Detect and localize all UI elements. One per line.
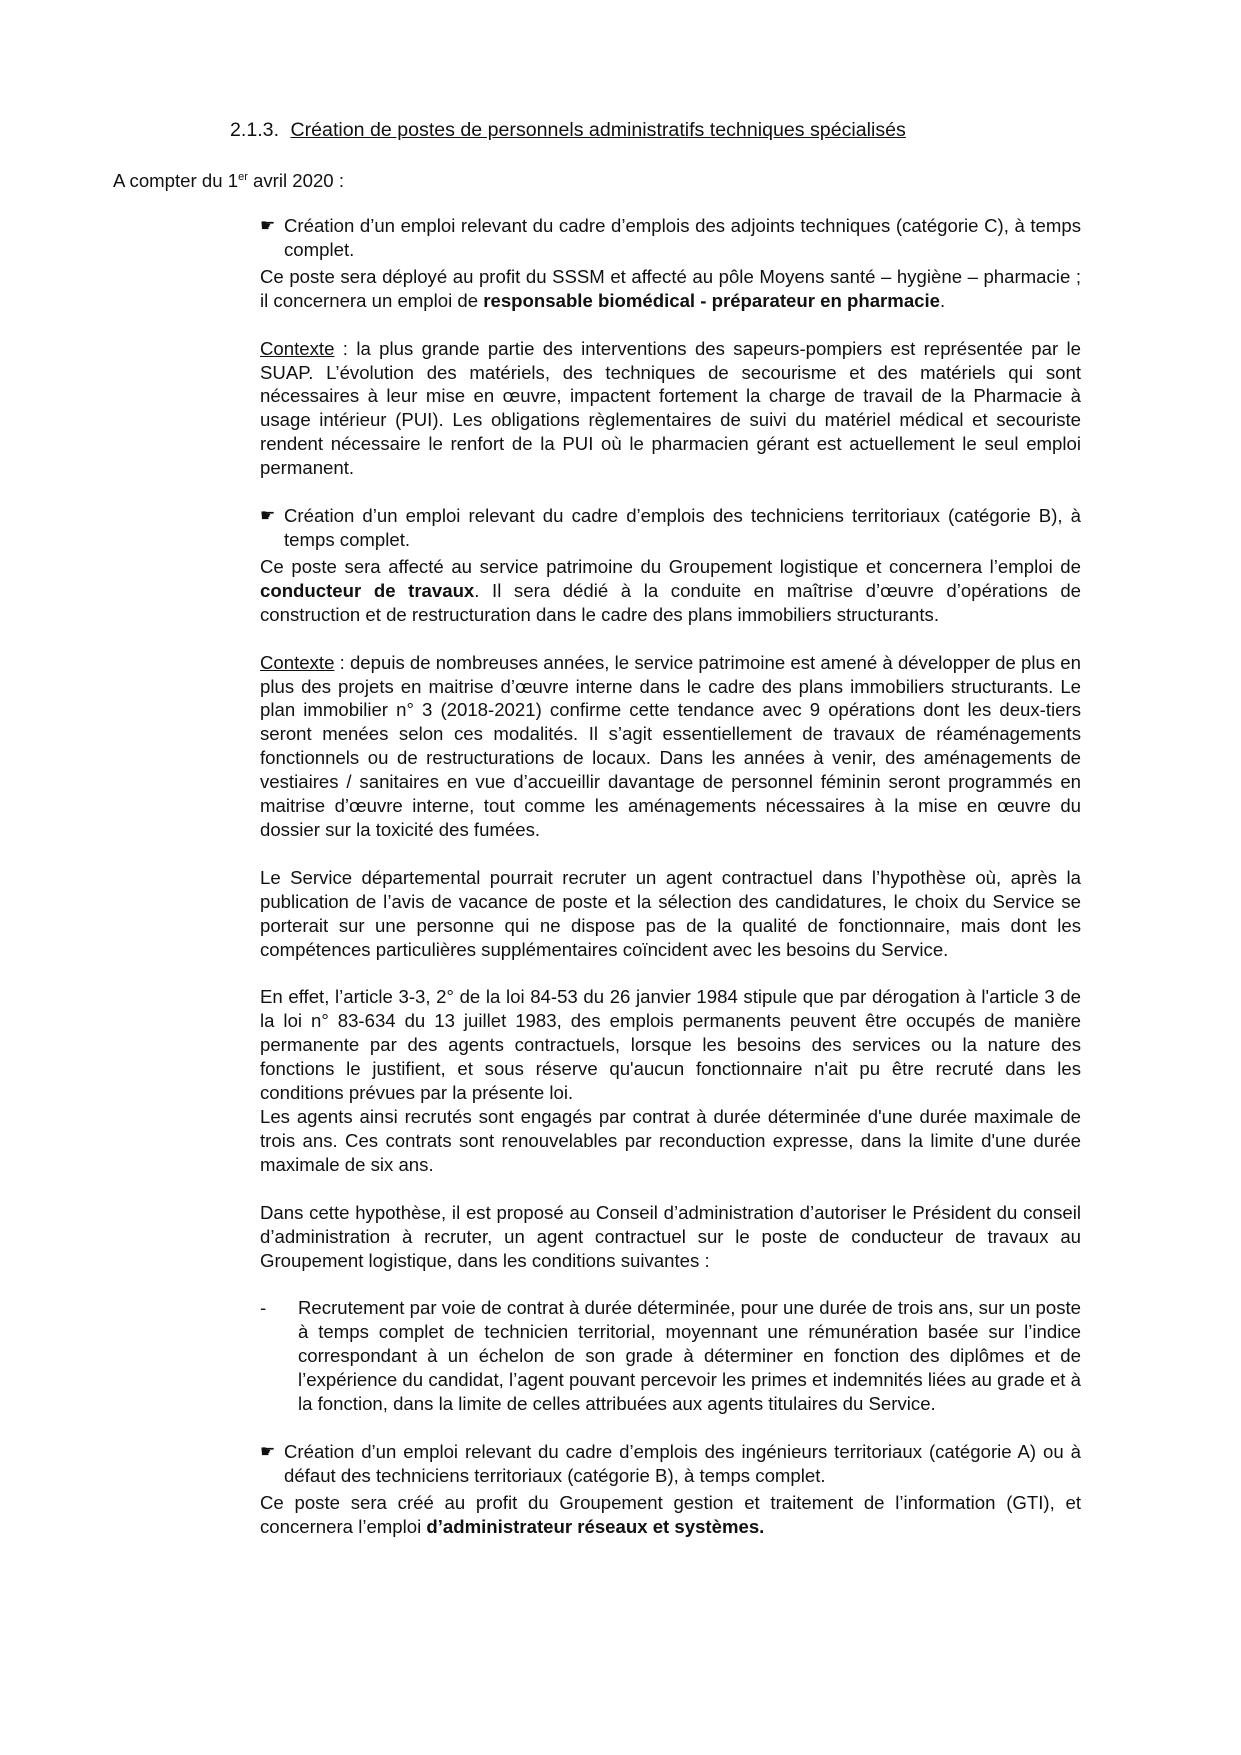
pointing-hand-icon: ☛ [260, 1441, 276, 1461]
dash-marker: - [260, 1297, 267, 1319]
pointing-hand-icon: ☛ [260, 506, 276, 526]
document-body [260, 214, 1081, 1539]
context-text: : depuis de nombreuses années, le service patrimoine est amené à développer de plus en plus des projets en maitrise d’œuvre interne dans le cadre des plans immobiliers structurants. Le plan immobilier n° 3 (2018-2021) confirme cette tendance avec 9 opérations dont les deux-tiers seront menées selon ces modalités. Il s’agit essentiellement de travaux de réaménagements fonctionnels ou de restructurations de locaux. Dans les années à venir, des aménagements de vestiaires / sanitaires en vue d’accueillir davantage de personnel féminin seront programmés en maitrise d’œuvre interne, tout comme les aménagements nécessaires à la mise en œuvre du dossier sur la toxicité des fumées. [260, 651, 1081, 840]
paragraph-text: . Il sera dédié à la conduite en maîtrise d’œuvre d’opérations de construction et de restructuration dans le cadre des plans immobiliers structurants. [260, 579, 1082, 625]
date-suffix: avril 2020 : [247, 170, 344, 191]
paragraph-text: Ce poste sera affecté au service patrimoine du Groupement logistique et concernera l’emploi de [260, 555, 1081, 577]
section-title: Création de postes de personnels administratifs techniques spécialisés [290, 119, 906, 141]
bullet-item [260, 1440, 1081, 1488]
effective-date-line [113, 169, 344, 193]
bullet-item [260, 504, 1081, 552]
paragraph-text: Ce poste sera créé au profit du Groupement gestion et traitement de l’information (GTI), et concernera l’emploi [260, 1491, 1081, 1537]
date-ordinal: er [238, 171, 248, 183]
context-label: Contexte [260, 651, 335, 673]
bullet-text: Création d’un emploi relevant du cadre d’emplois des techniciens territoriaux (catégorie B), à temps complet. [284, 505, 1081, 550]
paragraph [260, 555, 1081, 627]
section-number: 2.1.3. [230, 119, 280, 141]
paragraph: Les agents ainsi recrutés sont engagés par contrat à durée déterminée d'une durée maximale de trois ans. Ces contrats sont renouvelables par reconduction expresse, dans la limite d'une durée maximale de six ans. [260, 1106, 1081, 1175]
pointing-hand-icon: ☛ [260, 216, 276, 235]
bullet-text: Création d’un emploi relevant du cadre d’emplois des adjoints techniques (catégorie C), à temps complet. [284, 215, 1081, 260]
paragraph [260, 1491, 1081, 1539]
list-item [260, 1296, 1081, 1416]
date-prefix: A compter du 1 [113, 170, 239, 191]
paragraph [260, 265, 1081, 313]
paragraph: Le Service départemental pourrait recruter un agent contractuel dans l’hypothèse où, après la publication de l’avis de vacance de poste et la sélection des candidatures, le choix du Service se porterait sur une personne qui ne dispose pas de la qualité de fonctionnaire, mais dont les compétences particulières supplémentaires coïncident avec les besoins du Service. [260, 866, 1081, 960]
context-label: Contexte [260, 337, 335, 359]
emphasized-role: conducteur de travaux [260, 579, 475, 601]
context-paragraph [260, 337, 1081, 480]
paragraph: Dans cette hypothèse, il est proposé au Conseil d’administration d’autoriser le Président du conseil d’administration à recruter, un agent contractuel sur le poste de conducteur de travaux au Groupement logistique, dans les conditions suivantes : [260, 1201, 1081, 1271]
paragraph: En effet, l’article 3-3, 2° de la loi 84-53 du 26 janvier 1984 stipule que par dérogation à l'article 3 de la loi n° 83-634 du 13 juillet 1983, des emplois permanents peuvent être occupés de manière permanente par des agents contractuels, lorsque les besoins des services ou la nature des fonctions le justifient, et sous réserve qu'aucun fonctionnaire n'ait pu être recruté dans les conditions prévues par la présente loi. [260, 986, 1081, 1104]
paragraph-text: Ce poste sera déployé au profit du SSSM et affecté au pôle Moyens santé – hygiène – pharmacie ; il concernera un emploi de [260, 265, 1081, 311]
paragraph-text: . [940, 289, 946, 311]
emphasized-role: responsable biomédical - préparateur en pharmacie [483, 289, 941, 311]
context-text: : la plus grande partie des interventions des sapeurs-pompiers est représentée par le SUAP. L’évolution des matériels, des techniques de secourisme et des matériels qui sont nécessaires à leur mise en œuvre, impactent fortement la charge de travail de la Pharmacie à usage intérieur (PUI). Les obligations règlementaires de suivi du matériel médical et secouriste rendent nécessaire le renfort de la PUI où le pharmacien gérant est actuellement le seul emploi permanent. [260, 337, 1081, 479]
section-heading [230, 117, 906, 143]
list-item-text: Recrutement par voie de contrat à durée déterminée, pour une durée de trois ans, sur un poste à temps complet de technicien territorial, moyennant une rémunération basée sur l’indice correspondant à un échelon de son grade à déterminer en fonction des diplômes et de l’expérience du candidat, l’agent pouvant percevoir les primes et indemnités liées au grade et à la fonction, dans la limite de celles attribuées aux agents titulaires du Service. [298, 1297, 1081, 1415]
emphasized-role: d’administrateur réseaux et systèmes. [426, 1515, 765, 1537]
context-paragraph [260, 651, 1081, 842]
bullet-item [260, 214, 1081, 262]
bullet-text: Création d’un emploi relevant du cadre d’emplois des ingénieurs territoriaux (catégorie A) ou à défaut des techniciens territoriaux (catégorie B), à temps complet. [284, 1440, 1081, 1486]
